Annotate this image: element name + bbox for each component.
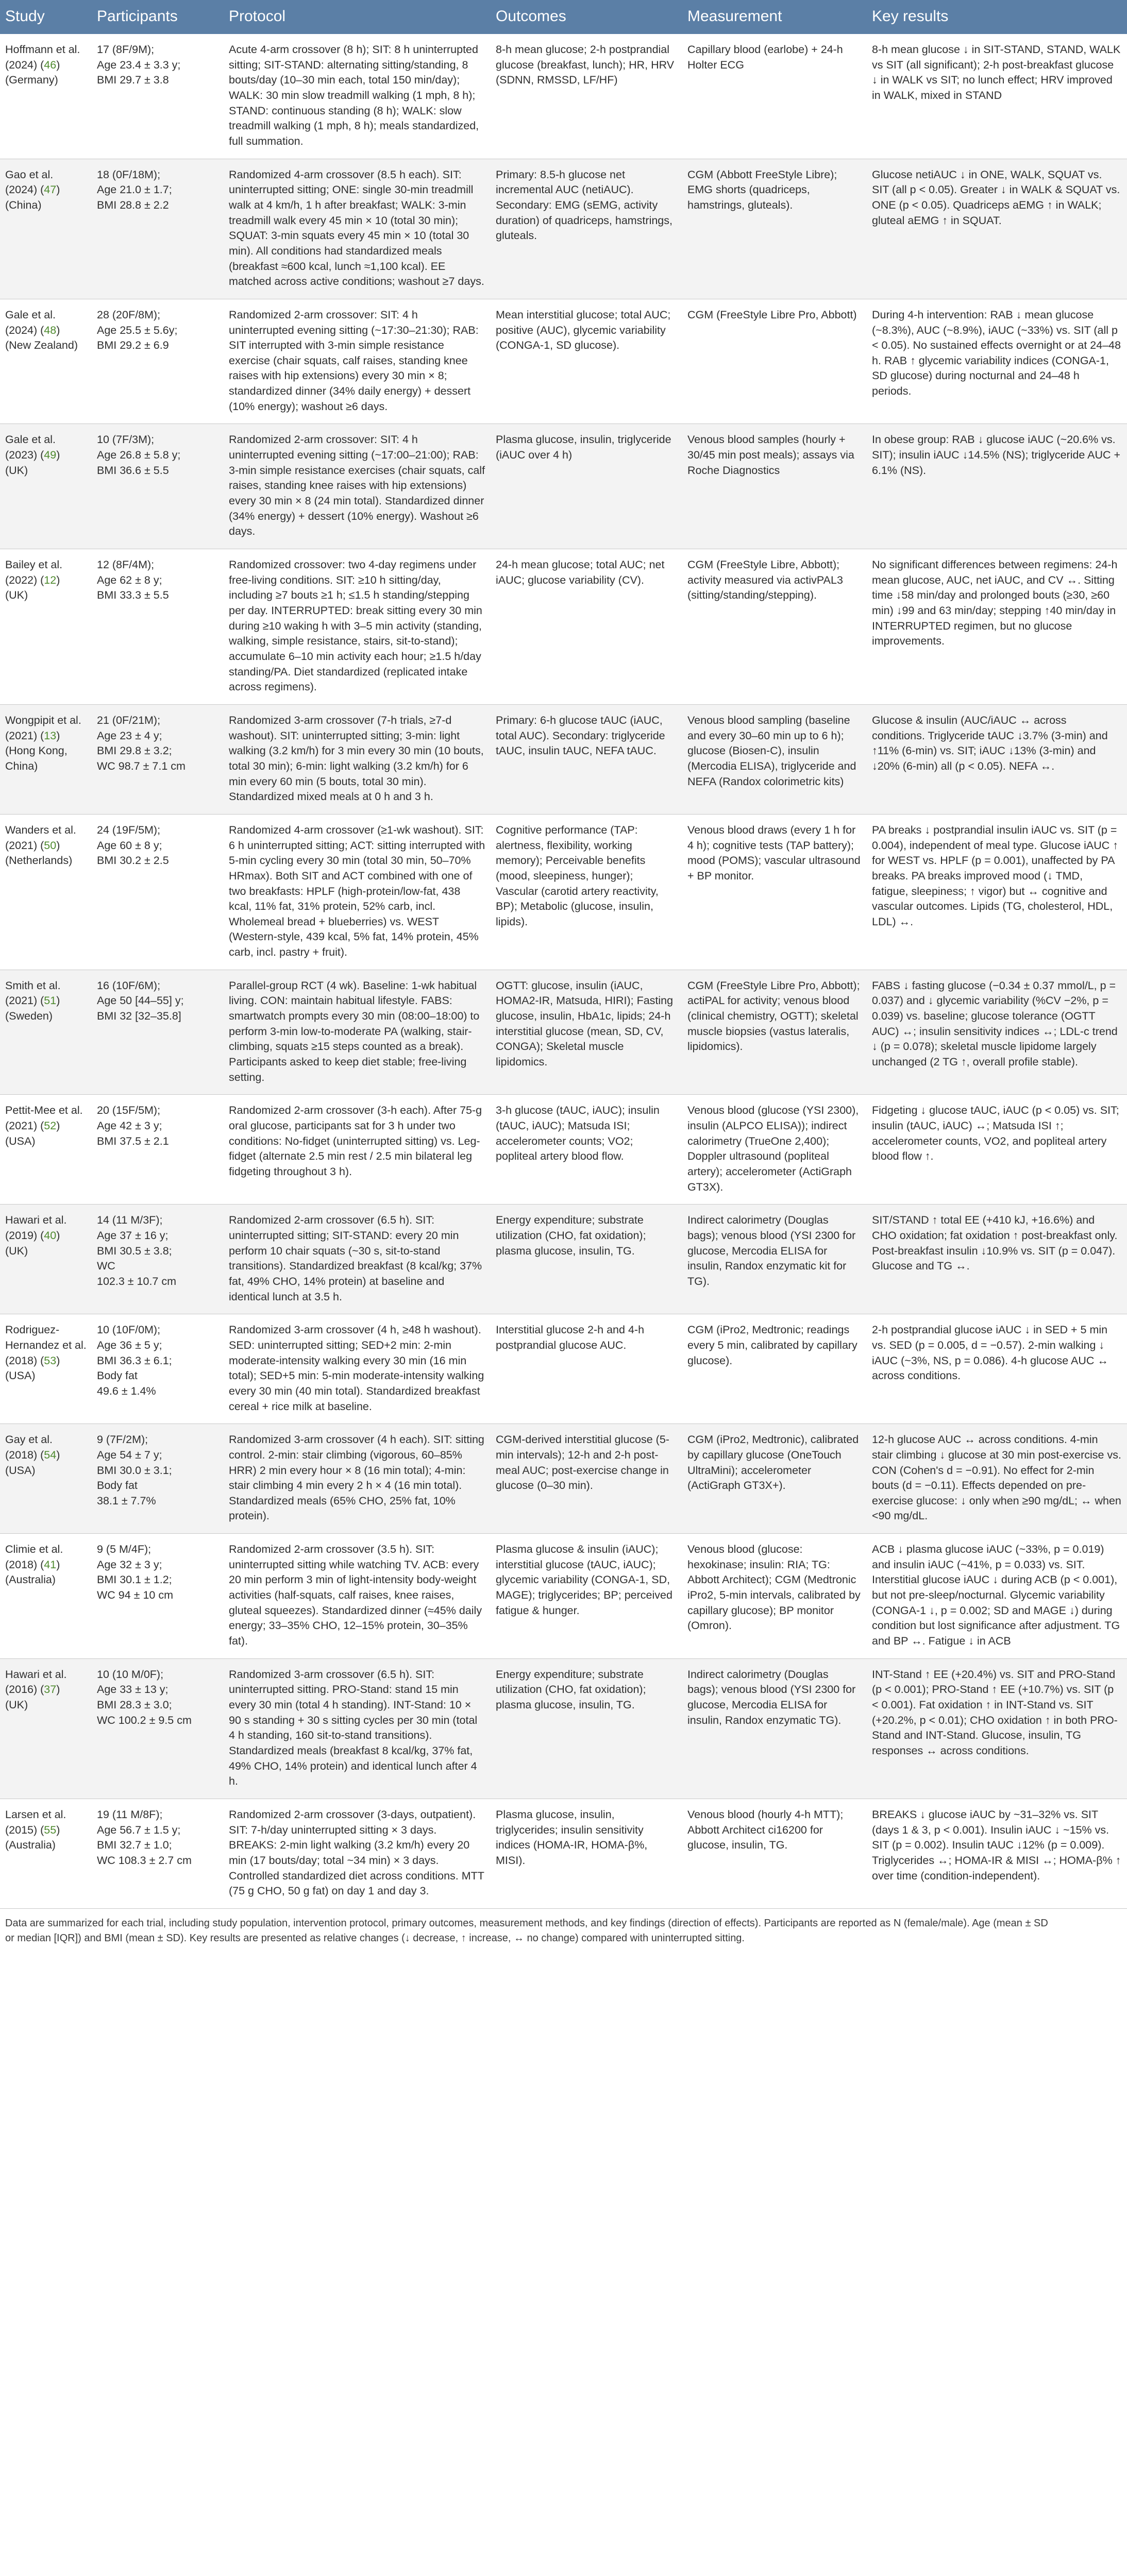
reference-link[interactable]: 37	[44, 1683, 57, 1696]
protocol-cell: Randomized 2-arm crossover (3.5 h). SIT: uninterrupted sitting while watching TV. ACB: every 20 min perform 3 min of light-intensity body-weight activities (half-squats, calf raises, knee raises, gluteal squeezes). Standardized dinner (≈45% daily energy; 33–35% CHO, 12–15% protein, 30–35% fat).	[224, 1534, 491, 1659]
study-cell	[0, 549, 92, 705]
study-cell	[0, 1799, 92, 1908]
study-country: ) (China)	[5, 183, 60, 211]
measurement-cell: Venous blood draws (every 1 h for 4 h); cognitive tests (TAP battery); mood (POMS); vascular ultrasound + BP monitor.	[682, 814, 867, 970]
study-name: Climie et al. (2018) (	[5, 1543, 63, 1571]
study-cell	[0, 1534, 92, 1659]
table-row	[0, 814, 1127, 970]
participants-cell: 24 (19F/5M); Age 60 ± 8 y; BMI 30.2 ± 2.5	[92, 814, 224, 970]
table-header	[0, 0, 1127, 34]
outcomes-cell: Cognitive performance (TAP: alertness, flexibility, working memory); Perceivable benefits (mood, sleepiness, hunger); Vascular (carotid artery reactivity, BP); Metabolic (glucose, insulin, lipids).	[491, 814, 682, 970]
key-results-cell: Glucose & insulin (AUC/iAUC ↔ across conditions. Triglyceride tAUC ↓3.7% (3-min) and ↑11% (6-min) vs. SIT; iAUC ↓13% (3-min) and ↓20% (6-min) all (p < 0.05). NEFA ↔.	[867, 704, 1127, 814]
study-country: ) (USA)	[5, 1120, 60, 1147]
key-results-cell: Fidgeting ↓ glucose tAUC, iAUC (p < 0.05) vs. SIT; insulin (tAUC, iAUC) ↔; Matsuda ISI ↑; accelerometer counts, VO2, and popliteal artery blood flow ↑.	[867, 1095, 1127, 1205]
measurement-cell: Indirect calorimetry (Douglas bags); venous blood (YSI 2300 for glucose, Mercodia ELISA for insulin, Randox enzymatic TG).	[682, 1658, 867, 1799]
study-country: ) (Sweden)	[5, 994, 60, 1023]
participants-cell: 21 (0F/21M); Age 23 ± 4 y; BMI 29.8 ± 3.2; WC 98.7 ± 7.1 cm	[92, 704, 224, 814]
outcomes-cell: CGM-derived interstitial glucose (5-min intervals); 12-h and 2-h post-meal AUC; post-exercise change in glucose (0–30 min).	[491, 1424, 682, 1534]
measurement-cell: CGM (FreeStyle Libre Pro, Abbott); actiPAL for activity; venous blood (clinical chemistry, OGTT); skeletal muscle biopsies (vastus lateralis, lipidomics).	[682, 970, 867, 1095]
protocol-cell: Randomized 2-arm crossover: SIT: 4 h uninterrupted evening sitting (~17:30–21:30); RAB: SIT interrupted with 3-min simple resistance exercise (chair squats, calf raises, standing knee raises with hip extensions) every 30 min × 8; standardized dinner (34% daily energy) + dessert (10% energy); washout ≥6 days.	[224, 299, 491, 424]
study-country: ) (New Zealand)	[5, 324, 78, 352]
table-row	[0, 970, 1127, 1095]
protocol-cell: Randomized 2-arm crossover (3-h each). After 75-g oral glucose, participants sat for 3 h under two conditions: No-fidget (uninterrupted sitting) vs. Leg-fidget (alternate 2.5 min rest / 2.5 min bilateral leg fidgeting throughout 3 h).	[224, 1095, 491, 1205]
table-footnote: Data are summarized for each trial, including study population, intervention protocol, primary outcomes, measurement methods, and key findings (direction of effects). Participants are reported as N (female/male). Age (mean ± SD or median [IQR]) and BMI (mean ± SD). Key results are presented as relative changes (↓ decrease, ↑ increase, ↔ no change) compared with uninterrupted sitting.	[5, 1917, 1048, 1944]
table-row	[0, 549, 1127, 705]
table-row	[0, 1095, 1127, 1205]
outcomes-cell: Primary: 6-h glucose tAUC (iAUC, total AUC). Secondary: triglyceride tAUC, insulin tAUC, NEFA tAUC.	[491, 704, 682, 814]
measurement-cell: Capillary blood (earlobe) + 24-h Holter ECG	[682, 34, 867, 159]
measurement-cell: Indirect calorimetry (Douglas bags); venous blood (YSI 2300 for glucose, Mercodia ELISA for insulin, Randox enzymatic kit for TG).	[682, 1205, 867, 1314]
protocol-cell: Randomized 4-arm crossover (8.5 h each). SIT: uninterrupted sitting; ONE: single 30-min treadmill walk at 4 km/h, 1 h after breakfast; WALK: 3-min treadmill walk every 45 min × 10 (total 30 min); SQUAT: 3-min squats every 45 min × 10 (total 30 min). All conditions had standardized meals (breakfast ≈600 kcal, lunch ≈1,100 kcal). EE matched across active conditions; washout ≥7 days.	[224, 159, 491, 299]
measurement-cell: CGM (FreeStyle Libre Pro, Abbott)	[682, 299, 867, 424]
protocol-cell: Randomized 2-arm crossover (3-days, outpatient). SIT: 7-h/day uninterrupted sitting × 3 days. BREAKS: 2-min light walking (3.2 km/h) every 20 min (17 bouts/day; total ~34 min) × 3 days. Controlled standardized diet across conditions. MTT (75 g CHO, 50 g fat) on day 1 and day 3.	[224, 1799, 491, 1908]
measurement-cell: CGM (iPro2, Medtronic; readings every 5 min, calibrated by capillary glucose).	[682, 1314, 867, 1424]
protocol-cell: Randomized 2-arm crossover (6.5 h). SIT: uninterrupted sitting; SIT-STAND: every 20 min perform 10 chair squats (~30 s, sit-to-stand transitions). Standardized breakfast (8 kcal/kg; 37% fat, 49% CHO, 14% protein) at baseline and identical lunch at 3.5 h.	[224, 1205, 491, 1314]
study-name: Gao et al. (2024) (	[5, 168, 54, 196]
study-name: Hawari et al. (2016) (	[5, 1668, 67, 1696]
study-name: Gale et al. (2023) (	[5, 433, 56, 462]
measurement-cell: Venous blood (glucose: hexokinase; insulin: RIA; TG: Abbott Architect); CGM (Medtronic iPro2, 5-min intervals, calibrated by capillary glucose); BP monitor (Omron).	[682, 1534, 867, 1659]
protocol-cell: Randomized 3-arm crossover (6.5 h). SIT: uninterrupted sitting. PRO-Stand: stand 15 min every 30 min (total 4 h standing). INT-Stand: 10 × 90 s standing + 30 s sitting cycles per 30 min (total 4 h standing, 160 sit-to-stand transitions). Standardized meals (breakfast 8 kcal/kg, 37% fat, 49% CHO, 14% protein) and identical lunch after 4 h.	[224, 1658, 491, 1799]
table-body	[0, 34, 1127, 1908]
reference-link[interactable]: 53	[44, 1354, 57, 1367]
protocol-cell: Parallel-group RCT (4 wk). Baseline: 1-wk habitual living. CON: maintain habitual lifestyle. FABS: smartwatch prompts every 30 min (08:00–18:00) to perform 3-min low-to-moderate PA (walking, stair-climbing, squats ≥15 steps counted as a break). Participants asked to keep diet stable; free-living setting.	[224, 970, 491, 1095]
table-row	[0, 34, 1127, 159]
study-name: Hoffmann et al. (2024) (	[5, 43, 80, 71]
protocol-cell: Randomized 4-arm crossover (≥1-wk washout). SIT: 6 h uninterrupted sitting; ACT: sitting interrupted with 5-min cycling every 30 min (total 30 min, 50–70% HRmax). Both SIT and ACT combined with one of two breakfasts: HPLF (high-protein/low-fat, 438 kcal, 11% fat, 31% protein, 52% carb, incl. Wholemeal bread + blueberries) vs. WEST (Western-style, 439 kcal, 5% fat, 14% protein, 45% carb, incl. pastry + fruit).	[224, 814, 491, 970]
measurement-cell: Venous blood (glucose (YSI 2300), insulin (ALPCO ELISA)); indirect calorimetry (TrueOne 2,400); Doppler ultrasound (popliteal artery); accelerometer (ActiGraph GT3X).	[682, 1095, 867, 1205]
outcomes-cell: 24-h mean glucose; total AUC; net iAUC; glucose variability (CV).	[491, 549, 682, 705]
study-country: ) (USA)	[5, 1448, 60, 1477]
protocol-cell: Randomized 3-arm crossover (7-h trials, ≥7-d washout). SIT: uninterrupted sitting; 3-min: light walking (3.2 km/h) for 3 min every 30 min (10 bouts, total 30 min); 6-min: light walking (3.2 km/h) for 6 min every 60 min (5 bouts, total 30 min). Standardized mixed meals at 0 h and 3 h.	[224, 704, 491, 814]
protocol-cell: Acute 4-arm crossover (8 h); SIT: 8 h uninterrupted sitting; SIT-STAND: alternating sitting/standing, 8 bouts/day (10–30 min each, total 150 min/day); WALK: 30 min slow treadmill walking (1 mph, 8 h); STAND: continuous standing (8 h); WALK: slow treadmill walking (1 mph, 8 h); meals standardized, full summation.	[224, 34, 491, 159]
header-protocol: Protocol	[224, 0, 491, 34]
participants-cell: 10 (10 M/0F); Age 33 ± 13 y; BMI 28.3 ± 3.0; WC 100.2 ± 9.5 cm	[92, 1658, 224, 1799]
study-country: ) (UK)	[5, 1229, 60, 1257]
key-results-cell: 12-h glucose AUC ↔ across conditions. 4-min stair climbing ↓ glucose at 30 min post-exercise vs. CON (Cohen's d = −0.91). No effect for 2-min bouts (d = −0.11). Effects depended on pre-exercise glucose: ↓ only when ≥90 mg/dL; ↔ when <90 mg/dL.	[867, 1424, 1127, 1534]
reference-link[interactable]: 52	[44, 1120, 57, 1132]
study-name: Gale et al. (2024) (	[5, 308, 56, 336]
table-row	[0, 159, 1127, 299]
outcomes-cell: 3-h glucose (tAUC, iAUC); insulin (tAUC, iAUC); Matsuda ISI; accelerometer counts; VO2; popliteal artery blood flow.	[491, 1095, 682, 1205]
outcomes-cell: Plasma glucose, insulin, triglyceride (iAUC over 4 h)	[491, 424, 682, 549]
key-results-cell: During 4-h intervention: RAB ↓ mean glucose (~8.3%), AUC (~8.9%), iAUC (~33%) vs. SIT (all p < 0.05). No sustained effects overnight or at 24–48 h. RAB ↑ glycemic variability indices (CONGA-1, SD glucose) during nocturnal and 24–48 h periods.	[867, 299, 1127, 424]
table-row	[0, 1534, 1127, 1659]
study-name: Pettit-Mee et al. (2021) (	[5, 1104, 83, 1132]
outcomes-cell: Primary: 8.5-h glucose net incremental AUC (netiAUC). Secondary: EMG (sEMG, activity duration) of quadriceps, hamstrings, gluteals.	[491, 159, 682, 299]
study-cell	[0, 159, 92, 299]
study-country: ) (Hong Kong, China)	[5, 729, 68, 772]
key-results-cell: ACB ↓ plasma glucose iAUC (~33%, p = 0.019) and insulin iAUC (~41%, p = 0.033) vs. SIT. Interstitial glucose iAUC ↓ during ACB (p < 0.001), but not pre-sleep/nocturnal. Glycemic variability (CONGA-1 ↓, p = 0.002; SD and MAGE ↓) during condition but lost significance after adjustment. TG and BP ↔. Fatigue ↓ in ACB	[867, 1534, 1127, 1659]
protocol-cell: Randomized 3-arm crossover (4 h each). SIT: sitting control. 2-min: stair climbing (vigorous, 60–85% HRR) 2 min every hour × 8 (16 min total); 4-min: stair climbing 4 min every 2 h × 4 (16 min total). Standardized meals (65% CHO, 25% fat, 10% protein).	[224, 1424, 491, 1534]
study-country: ) (Netherlands)	[5, 839, 73, 867]
study-name: Smith et al. (2021) (	[5, 979, 61, 1007]
table-row	[0, 1314, 1127, 1424]
reference-link[interactable]: 51	[44, 994, 57, 1007]
key-results-cell: In obese group: RAB ↓ glucose iAUC (~20.6% vs. SIT); insulin iAUC ↓14.5% (NS); triglyceride AUC + 6.1% (NS).	[867, 424, 1127, 549]
measurement-cell: CGM (iPro2, Medtronic), calibrated by capillary glucose (OneTouch UltraMini); accelerometer (ActiGraph GT3X+).	[682, 1424, 867, 1534]
header-measurement: Measurement	[682, 0, 867, 34]
reference-link[interactable]: 47	[44, 183, 57, 196]
outcomes-cell: 8-h mean glucose; 2-h postprandial glucose (breakfast, lunch); HR, HRV (SDNN, RMSSD, LF/HF)	[491, 34, 682, 159]
study-name: Rodriguez-Hernandez et al. (2018) (	[5, 1324, 87, 1367]
measurement-cell: CGM (Abbott FreeStyle Libre); EMG shorts (quadriceps, hamstrings, gluteals).	[682, 159, 867, 299]
study-cell	[0, 1658, 92, 1799]
study-name: Wongpipit et al. (2021) (	[5, 714, 81, 742]
study-country: ) (UK)	[5, 1683, 60, 1711]
reference-link[interactable]: 12	[44, 573, 57, 586]
participants-cell: 18 (0F/18M); Age 21.0 ± 1.7; BMI 28.8 ± 2.2	[92, 159, 224, 299]
study-country: ) (UK)	[5, 449, 60, 477]
protocol-cell: Randomized 3-arm crossover (4 h, ≥48 h washout). SED: uninterrupted sitting; SED+2 min: 2-min moderate-intensity walking every 30 min (16 min total); SED+5 min: 5-min moderate-intensity walking every 30 min (40 min total). Standardized breakfast cereal + rice milk at baseline.	[224, 1314, 491, 1424]
measurement-cell: Venous blood (hourly 4-h MTT); Abbott Architect ci16200 for glucose, insulin, TG.	[682, 1799, 867, 1908]
reference-link[interactable]: 40	[44, 1229, 57, 1242]
table-row	[0, 1424, 1127, 1534]
table-row	[0, 1799, 1127, 1908]
outcomes-cell: OGTT: glucose, insulin (iAUC, HOMA2-IR, Matsuda, HIRI); Fasting glucose, insulin, HbA1c, lipids; 24-h interstitial glucose (mean, SD, CV, CONGA); Skeletal muscle lipidomics.	[491, 970, 682, 1095]
key-results-cell: BREAKS ↓ glucose iAUC by ~31–32% vs. SIT (days 1 & 3, p < 0.001). Insulin iAUC ↓ ~15% vs. SIT (p = 0.002). Insulin tAUC ↓12% (p = 0.009). Triglycerides ↔; HOMA-IR & MISI ↔; HOMA-β% ↑ over time (condition-independent).	[867, 1799, 1127, 1908]
outcomes-cell: Plasma glucose, insulin, triglycerides; insulin sensitivity indices (HOMA-IR, HOMA-β%, MISI).	[491, 1799, 682, 1908]
reference-link[interactable]: 46	[44, 58, 57, 71]
key-results-cell: 2-h postprandial glucose iAUC ↓ in SED + 5 min vs. SED (p = 0.005, d = −0.57). 2-min walking ↓ iAUC (~3%, NS, p = 0.086). 4-h glucose AUC ↔ across conditions.	[867, 1314, 1127, 1424]
table-row	[0, 1205, 1127, 1314]
measurement-cell: CGM (FreeStyle Libre, Abbott); activity measured via activPAL3 (sitting/standing/stepping).	[682, 549, 867, 705]
study-name: Hawari et al. (2019) (	[5, 1214, 67, 1242]
table-row	[0, 424, 1127, 549]
study-cell	[0, 1095, 92, 1205]
study-cell	[0, 1424, 92, 1534]
table-row	[0, 704, 1127, 814]
key-results-cell: FABS ↓ fasting glucose (−0.34 ± 0.37 mmol/L, p = 0.037) and ↓ glycemic variability (%CV −2%, p = 0.039) vs. baseline; glucose tolerance (OGTT AUC) ↔; insulin sensitivity indices ↔; LDL-c trend ↓ (p = 0.078); skeletal muscle lipidome largely unchanged (2 TG ↑, overall profile stable).	[867, 970, 1127, 1095]
participants-cell: 28 (20F/8M); Age 25.5 ± 5.6y; BMI 29.2 ± 6.9	[92, 299, 224, 424]
study-name: Bailey et al. (2022) (	[5, 558, 63, 586]
measurement-cell: Venous blood samples (hourly + 30/45 min post meals); assays via Roche Diagnostics	[682, 424, 867, 549]
study-name: Wanders et al. (2021) (	[5, 823, 76, 852]
table-row	[0, 1658, 1127, 1799]
reference-link[interactable]: 50	[44, 839, 57, 852]
study-cell	[0, 1314, 92, 1424]
participants-cell: 19 (11 M/8F); Age 56.7 ± 1.5 y; BMI 32.7 ± 1.0; WC 108.3 ± 2.7 cm	[92, 1799, 224, 1908]
header-study: Study	[0, 0, 92, 34]
participants-cell: 10 (7F/3M); Age 26.8 ± 5.8 y; BMI 36.6 ± 5.5	[92, 424, 224, 549]
participants-cell: 10 (10F/0M); Age 36 ± 5 y; BMI 36.3 ± 6.1; Body fat 49.6 ± 1.4%	[92, 1314, 224, 1424]
protocol-cell: Randomized crossover: two 4-day regimens under free-living conditions. SIT: ≥10 h sitting/day, including ≥7 bouts ≥1 h; ≤1.5 h standing/stepping per day. INTERRUPTED: break sitting every 30 min during ≥10 waking h with 3–5 min activity (standing, walking, simple resistance, stairs, sit-to-stand); accumulate 6–10 min activity each hour; ≥1.5 h/day standing/PA. Diet standardized (replicated intake across regimens).	[224, 549, 491, 705]
participants-cell: 12 (8F/4M); Age 62 ± 8 y; BMI 33.3 ± 5.5	[92, 549, 224, 705]
participants-cell: 9 (5 M/4F); Age 32 ± 3 y; BMI 30.1 ± 1.2; WC 94 ± 10 cm	[92, 1534, 224, 1659]
study-cell	[0, 704, 92, 814]
key-results-cell: SIT/STAND ↑ total EE (+410 kJ, +16.6%) and CHO oxidation; fat oxidation ↑ post-breakfast only. Post-breakfast insulin ↓10.9% vs. SIT (p = 0.047). Glucose and TG ↔.	[867, 1205, 1127, 1314]
reference-link[interactable]: 48	[44, 324, 57, 336]
participants-cell: 20 (15F/5M); Age 42 ± 3 y; BMI 37.5 ± 2.1	[92, 1095, 224, 1205]
study-cell	[0, 814, 92, 970]
study-country: ) (Australia)	[5, 1558, 60, 1586]
key-results-cell: PA breaks ↓ postprandial insulin iAUC vs. SIT (p = 0.004), independent of meal type. Glucose iAUC ↑ for WEST vs. HPLF (p = 0.001), unaffected by PA breaks. PA breaks improved mood (↓ TMD, fatigue, sleepiness; ↑ vigor) but ↔ cognitive and vascular outcomes. Lipids (TG, cholesterol, HDL, LDL) ↔.	[867, 814, 1127, 970]
study-cell	[0, 1205, 92, 1314]
header-key-results: Key results	[867, 0, 1127, 34]
study-cell	[0, 34, 92, 159]
key-results-cell: 8-h mean glucose ↓ in SIT-STAND, STAND, WALK vs SIT (all significant); 2-h post-breakfast glucose ↓ in WALK vs SIT; no lunch effect; HRV improved in WALK, mixed in STAND	[867, 34, 1127, 159]
participants-cell: 14 (11 M/3F); Age 37 ± 16 y; BMI 30.5 ± 3.8; WC 102.3 ± 10.7 cm	[92, 1205, 224, 1314]
protocol-cell: Randomized 2-arm crossover: SIT: 4 h uninterrupted evening sitting (~17:00–21:00); RAB: 3-min simple resistance exercises (chair squats, calf raises, standing knee raises with hip extensions) every 30 min × 8 (24 min total). Standardized dinner (34% energy) + dessert (10% energy). Washout ≥6 days.	[224, 424, 491, 549]
outcomes-cell: Energy expenditure; substrate utilization (CHO, fat oxidation); plasma glucose, insulin, TG.	[491, 1205, 682, 1314]
study-cell	[0, 424, 92, 549]
outcomes-cell: Interstitial glucose 2-h and 4-h postprandial glucose AUC.	[491, 1314, 682, 1424]
study-name: Larsen et al. (2015) (	[5, 1808, 66, 1836]
key-results-cell: No significant differences between regimens: 24-h mean glucose, AUC, net iAUC, and CV ↔. Sitting time ↓58 min/day and prolonged bouts (≥30, ≥60 min) ↓99 and 63 min/day; stepping ↑40 min/day in INTERRUPTED regimen, but no glucose improvements.	[867, 549, 1127, 705]
study-name: Gay et al. (2018) (	[5, 1433, 53, 1461]
study-country: ) (Germany)	[5, 58, 60, 87]
header-participants: Participants	[92, 0, 224, 34]
key-results-cell: Glucose netiAUC ↓ in ONE, WALK, SQUAT vs. SIT (all p < 0.05). Greater ↓ in WALK & SQUAT vs. ONE (p < 0.05). Quadriceps aEMG ↑ in WALK; gluteal aEMG ↑ in SQUAT.	[867, 159, 1127, 299]
outcomes-cell: Mean interstitial glucose; total AUC; positive (AUC), glycemic variability (CONGA-1, SD glucose).	[491, 299, 682, 424]
study-country: ) (Australia)	[5, 1823, 60, 1852]
outcomes-cell: Energy expenditure; substrate utilization (CHO, fat oxidation); plasma glucose, insulin, TG.	[491, 1658, 682, 1799]
reference-link[interactable]: 54	[44, 1448, 57, 1461]
measurement-cell: Venous blood sampling (baseline and every 30–60 min up to 6 h); glucose (Biosen-C), insulin (Mercodia ELISA), triglyceride and NEFA (Randox colorimetric kits)	[682, 704, 867, 814]
reference-link[interactable]: 41	[44, 1558, 57, 1571]
reference-link[interactable]: 49	[44, 449, 57, 462]
table-row	[0, 299, 1127, 424]
reference-link[interactable]: 55	[44, 1823, 57, 1836]
study-cell	[0, 970, 92, 1095]
header-outcomes: Outcomes	[491, 0, 682, 34]
key-results-cell: INT-Stand ↑ EE (+20.4%) vs. SIT and PRO-Stand (p < 0.001); PRO-Stand ↑ EE (+10.7%) vs. SIT (p < 0.001). Fat oxidation ↑ in INT-Stand vs. SIT (+20.2%, p < 0.01); CHO oxidation ↑ in both PRO-Stand and INT-Stand. Glucose, insulin, TG responses ↔ across conditions.	[867, 1658, 1127, 1799]
outcomes-cell: Plasma glucose & insulin (iAUC); interstitial glucose (tAUC, iAUC); glycemic variability (CONGA-1, SD, MAGE); triglycerides; BP; perceived fatigue & hunger.	[491, 1534, 682, 1659]
participants-cell: 17 (8F/9M); Age 23.4 ± 3.3 y; BMI 29.7 ± 3.8	[92, 34, 224, 159]
study-cell	[0, 299, 92, 424]
header-row	[0, 0, 1127, 34]
participants-cell: 16 (10F/6M); Age 50 [44–55] y; BMI 32 [32–35.8]	[92, 970, 224, 1095]
study-country: ) (UK)	[5, 573, 60, 602]
reference-link[interactable]: 13	[44, 729, 57, 742]
participants-cell: 9 (7F/2M); Age 54 ± 7 y; BMI 30.0 ± 3.1; Body fat 38.1 ± 7.7%	[92, 1424, 224, 1534]
study-country: ) (USA)	[5, 1354, 60, 1382]
